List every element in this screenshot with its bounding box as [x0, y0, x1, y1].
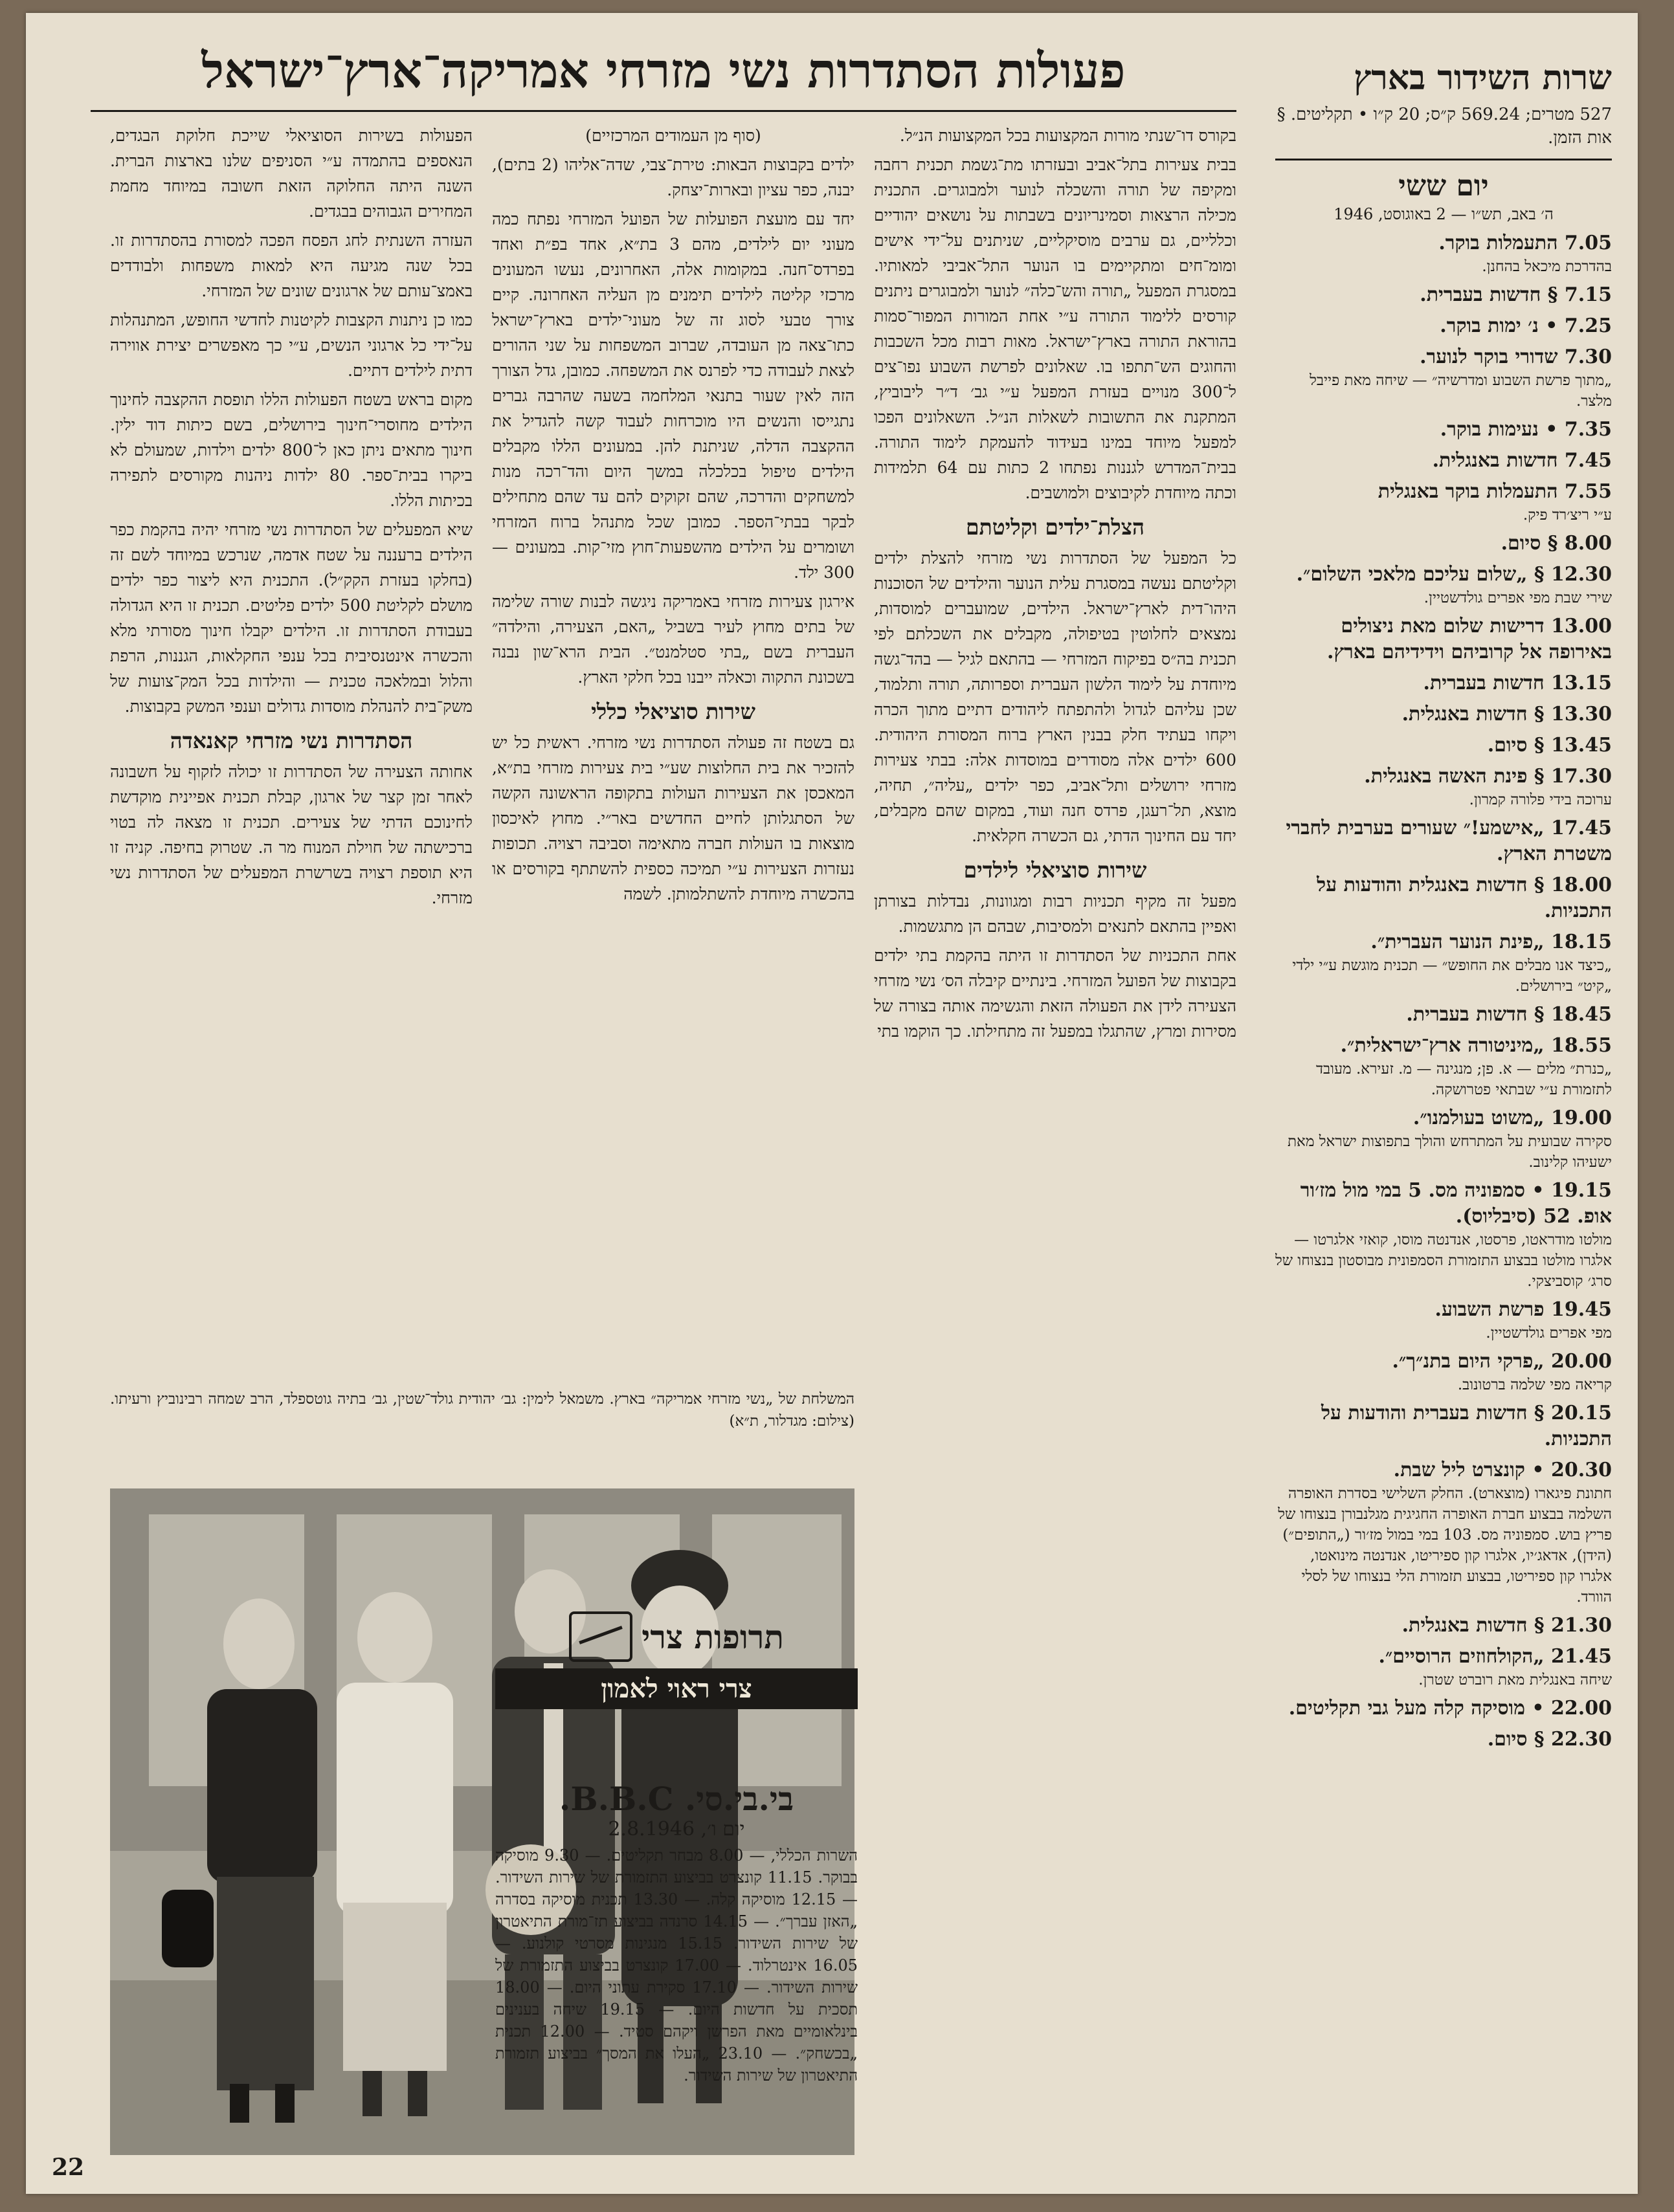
program-title: 13.15 חדשות בעברית. [1423, 672, 1612, 694]
program-note: „כנרת״ מלים — א. פן; מנגינה — מ. זעירא. מעובד לתזמורת ע״י שבתאי פטרושקה. [1316, 1061, 1612, 1098]
program-item [1275, 614, 1612, 665]
program-item [1275, 230, 1612, 277]
program-note: „כיצד אנו מבלים את החופש״ — תכנית מוגשת ע״י ילדי „קיט״ בירושלים. [1292, 957, 1612, 995]
program-note: ע״י ריצ׳רד פיק. [1523, 507, 1612, 524]
program-item [1275, 1105, 1612, 1173]
program-item [1275, 702, 1612, 727]
program-item [1275, 670, 1612, 696]
program-title: 20.00 „פרקי היום בתנ״ך״. [1392, 1350, 1612, 1373]
program-title: 21.45 „הקולחוזים הרוסיים״. [1378, 1645, 1612, 1668]
program-item [1275, 815, 1612, 867]
article-paragraph: אחת התכניות של הסתדרות זו היתה בהקמת בתי ילדים בקבוצות של הפועל המזרחי. בינתיים קיבלה הס׳ נשי מזרחי הצעירה לידן את הפעולה הזאת והגשימה אותה בצורה של מסירות ומרץ, שהתגלו במפעל זה מתחילתו. כך הוקמו בתי [874, 946, 1236, 1041]
program-item [1275, 531, 1612, 557]
program-note: חתונת פיגארו (מוצארט). החלק השלישי בסדרת האופרה השלמה בבצוע חברת האופרה החגיגית מגלנבורן בנצוחו של פריץ בוש. סמפוניה מס. 103 במי במול מז׳ור („התופים״) (הידן), אדאג׳יו, אלגרו קון ספיריטו, אנדנטה מינואטו, אלגרו קון ספיריטו, בבצוע תזמורת הלי בנצוחו של לסלי הוורד. [1278, 1485, 1612, 1606]
article-column-2 [492, 123, 854, 1417]
subheading: שירות סוציאלי לילדים [963, 857, 1147, 883]
program-note: קריאה מפי שלמה ברטונוב. [1457, 1377, 1612, 1393]
program-title: 20.15 § חדשות בעברית והודעות על התכניות. [1321, 1402, 1612, 1450]
program-title: 18.00 § חדשות באנגלית והודעות על התכניות. [1317, 874, 1612, 922]
article-paragraph: כמו כן ניתנות הקצבות לקיטנות לחדשי החופש, המתנהלות על־ידי כל ארגוני הנשים, ע״י כך מאפשרים יצירת אווירה דתית לילדים דתיים. [110, 311, 473, 380]
program-item [1275, 344, 1612, 412]
program-title: 22.00 • מוסיקה קלה מעל גבי תקליטים. [1288, 1697, 1612, 1720]
program-item [1275, 733, 1612, 758]
program-item [1275, 1400, 1612, 1452]
zori-advertisement [495, 1611, 858, 1780]
program-title: 13.45 § סיום. [1487, 734, 1612, 757]
program-title: 17.45 „אישמע!״ שעורים בערבית לחברי משטרת הארץ. [1286, 817, 1612, 865]
program-title: 8.00 § סיום. [1501, 532, 1612, 555]
program-title: 18.45 § חדשות בעברית. [1406, 1003, 1612, 1026]
program-list [1275, 230, 1612, 1753]
program-item [1275, 929, 1612, 997]
program-item [1275, 562, 1612, 608]
continuation-note: (סוף מן העמודים המרכזיים) [585, 126, 761, 145]
program-item [1275, 282, 1612, 308]
page-number: 22 [52, 2154, 85, 2181]
program-item [1275, 872, 1612, 924]
zori-logo-icon [569, 1611, 632, 1662]
program-title: 22.30 § סיום. [1487, 1728, 1612, 1751]
article-paragraph: בקורס דו־שנתי מורות המקצועות בכל המקצועות הנ״ל. [899, 126, 1236, 145]
program-item [1275, 1178, 1612, 1292]
article-paragraph: מקום בראש בשטח הפעולות הללו תופסת ההקצבה לחינוך הילדים מחוסרי־חינוך בירושלים, בשם כיתות דוד ילין. חינוך מתאים ניתן כאן ל־800 ילדים וילדות, שמעולם לא ביקרו בבית־ספר. 80 ילדות ניהנות מקורסים לתפירה בכיתות הללו. [110, 390, 473, 510]
program-note: בהדרכת מיכאל בהחנן. [1482, 258, 1612, 275]
program-item [1275, 1297, 1612, 1344]
program-item [1275, 1002, 1612, 1028]
date-line: ה׳ באב, תש״ו — 2 באוגוסט, 1946 [1334, 205, 1554, 223]
program-note: שיחה באנגלית מאת רוברט שטרן. [1418, 1672, 1612, 1688]
divider [91, 110, 1236, 112]
program-title: 19.15 • סמפוניה מס. 5 במי מול מז׳ור אופ. 52 (סיבליוס). [1300, 1179, 1612, 1228]
program-title: 18.55 „מיניטורה ארץ־ישראלית״. [1340, 1034, 1612, 1057]
program-item [1275, 1457, 1612, 1608]
radio-info: 527 מטרים; 569.24 ק״ס; 20 ק״ו • תקליטים. § אות הזמן. [1277, 105, 1612, 148]
article-paragraph: הפעולות בשירות הסוציאלי שייכת חלוקת הבגדים, הנאספים בהתמדה ע״י הסניפים שלנו בארצות הברית. השנה היתה החלוקה הזאת חשובה במיוחד מחמת המחירים הגבוהים בבגדים. [110, 126, 473, 221]
article-paragraph: מפעל זה מקיף תכניות רבות ומגוונות, נבדלות בצורתן ואפיין בהתאם לתנאים ולמסיבות, שבהם הן מתגשמות. [874, 892, 1236, 936]
program-item [1275, 448, 1612, 474]
program-item [1275, 417, 1612, 443]
article-column-3 [110, 123, 473, 1417]
program-title: 21.30 § חדשות באנגלית. [1401, 1614, 1612, 1637]
program-title: 18.15 „פינת הנוער העברית״. [1370, 931, 1612, 953]
program-title: 7.30 שדורי בוקר לנוער. [1420, 346, 1612, 368]
program-note: שירי שבת מפי אפרים גולדשטיין. [1423, 590, 1612, 606]
program-item [1275, 313, 1612, 339]
article-paragraph: גם בשטח זה פעולה הסתדרות נשי מזרחי. ראשית כל יש להזכיר את בית החלוצות שע״י בית צעירות מזרחי בת״א, המאכסן את הצעירות העולות בתקופה הראשונה הקשה של הסתגלותן לחיים החדשים באר״י. מחוץ לאיכסון מוצאות בו העולות חברה מתאימה וסביבה רצויה. תכופות נעזרות הצעירות ע״י תמיכה כספית להשתתף בקורסים או בהכשרה מיוחדת להשתלמותן. לשמה [492, 733, 854, 903]
program-title: 19.00 „משוט בעולמנו״. [1412, 1107, 1612, 1129]
ad-slogan: צרי ראוי לאמון [495, 1668, 858, 1709]
article-headline: פעולות הסתדרות נשי מזרחי אמריקה־ארץ־ישראל [201, 43, 1126, 99]
program-item [1275, 479, 1612, 525]
program-title: 7.35 • נעימות בוקר. [1440, 418, 1612, 441]
program-title: 13.00 דרישות שלום מאת ניצולים באירופה אל קרוביהם וידידיהם בארץ. [1326, 615, 1612, 663]
article-paragraph: בבית צעירות בתל־אביב ובעזרתו מת־גשמת תכנית רחבה ומקיפה של תורה והשכלה לנוער ולמבוגרים. התכנית מכילה הרצאות וסמינריונים בשבתות על נושאים יהודיים וכלליים, גם ערבים מוסיקליים, שניתנים על־ידי אישים ומומ־חים ומתקיימים בו הנוער התל־אביבי למאותיו. במסגרת המפעל „תורה והש־כלה״ לנוער ולמבוגרים ניתנים קורסים ללימוד התורה ע״י אחת המורות המפור־סמות בהוראת התורה בארץ־ישראל. מאות רבות מכל השכבות והחוגים הש־תתפו בו. שאלונים לפרשת השבוע נפו־צים ל־300 מנויים בעזרת המפעל ע״י גב׳ ד״ר ליבוביץ, המתקנת את התשובות לשאלות הנ״ל. השאלונים הפכו למפעל מיוחד במינו בעידוד להעמקת לימוד התורה. בבית־המדרש לגננות נפתחו 2 כתות עם 64 תלמידות וכתה מיוחדת לקיבוצים ולמושבים. [874, 155, 1236, 502]
program-title: 20.30 • קונצרט ליל שבת. [1393, 1459, 1612, 1481]
program-title: 12.30 § „שלום עליכם מלאכי השלום״. [1296, 563, 1612, 586]
program-title: 7.55 התעמלות בוקר באנגלית [1378, 480, 1612, 503]
bbc-schedule [495, 1780, 858, 2181]
program-note: „מתוך פרשת השבוע ומדרשיה״ — שיחה מאת פייבל מלצר. [1310, 372, 1612, 410]
day-heading: יום ששי [1398, 170, 1489, 203]
bbc-title: בי.בי.סי. B.B.C. [559, 1780, 794, 1818]
bbc-date: יום ו׳, 2.8.1946 [608, 1818, 745, 1841]
article-paragraph: ילדים בקבוצות הבאות: טירת־צבי, שדה־אליהו (2 בתים), יבנה, כפר עציון ובארות־יצחק. [492, 155, 854, 199]
program-item [1275, 1644, 1612, 1690]
program-title: 7.15 § חדשות בעברית. [1420, 283, 1612, 306]
article-column-1 [874, 123, 1236, 2077]
article-paragraph: יחד עם מועצת הפועלות של הפועל המזרחי נפתח כמה מעוני יום לילדים, מהם 3 בת״א, אחד בפ״ת ואחד בפרדס־חנה. במקומות אלה, האחרונים, נעשו המעונים מרכזי קליטה לילדים תימנים מן העליה האחרונה. קיים צורך טבעי לסוג זה של מעוני־ילדים בארץ־ישראל כתו־צאה מן העובדה, שברוב המשפחות על שני ההורים לצאת לעבודה כדי לפרנס את המשפחה. כמובן, גדל הצורך הזה לאין שעור בתנאי המלחמה בשעה שהרבה גברים נתגייסו והנשים היו מוכרחות לעבוד קשה להגדיל את ההקצבה הדלה, שניתנת להן. במעונים הללו מקבלים הילדים טיפול בכלכלה במשך היום והד־רכה מנות למשחקים והדרכה, שהם זקוקים להם עד שהם מתחילים לבקר בבתי־הספר. כמובן שכל מתנהל ברוח המזרחי ושומרים על הילדים מהשפעות־חוץ מזי־קות. במעונים — 300 ילד. [492, 210, 854, 582]
program-item [1275, 1727, 1612, 1753]
radio-schedule-column [1275, 58, 1612, 2168]
article-paragraph: העזרה השנתית לחג הפסח הפכה למסורת בהסתדרות זו. בכל שנה מגיעה היא למאות משפחות ולבודדים באמצ־עותם של ארגונים שונים של המזרחי. [110, 231, 473, 300]
program-title: 13.30 § חדשות באנגלית. [1401, 703, 1612, 725]
program-title: 19.45 פרשת השבוע. [1434, 1298, 1612, 1321]
ad-brand: תרופות צרי [642, 1617, 784, 1656]
program-item [1275, 764, 1612, 810]
photo-caption: המשלחת של „נשי מזרחי אמריקה״ בארץ. משמאל לימין: גב׳ יהודית גולד־שטין, גב׳ בתיה גוטספלד, הרב שמחה רבינוביץ ורעיתו. (צילום: מגדלור, ת״א) [110, 1391, 854, 1430]
subheading: שירות סוציאלי כללי [591, 699, 755, 724]
article-paragraph: אחותה הצעירה של הסתדרות זו יכולה לזקוף על חשבונה לאחר זמן קצר של ארגון, קבלת תכנית אפיינית מוקדשת לחינוכם הדתי של צעירים. תכנית זו מצאה לה בטוי ברכישתה של חוילת המנוח מר ה. שטרוק בחיפה. קניה זו היא תוספת רצויה בשרשרת המפעלים של הסתדרות נשי מזרחי. [110, 762, 473, 907]
subheading: הצלת־ילדים וקליטתם [965, 514, 1144, 540]
program-item [1275, 1613, 1612, 1639]
program-title: 7.45 חדשות באנגלית. [1432, 449, 1612, 472]
program-title: 7.05 התעמלות בוקר. [1438, 232, 1612, 254]
program-title: 7.25 • נ׳ ימות בוקר. [1440, 315, 1612, 337]
radio-title: שרות השידור בארץ [1354, 58, 1612, 98]
article-paragraph: אירגון צעירות מזרחי באמריקה ניגשה לבנות שורה שלימה של בתים מחוץ לעיר בשביל „האם, הצעירה, והילדה״ העברית בשם „בתי סטלמנט״. הבית הרא־שון נבנה בשכונת התקוה וכאלה ייבנו בכל חלקי הארץ. [492, 592, 854, 687]
article-paragraph: כל המפעל של הסתדרות נשי מזרחי להצלת ילדים וקליטתם נעשה במסגרת עלית הנוער והילדים של הסוכנות היהו־דית לארץ־ישראל. הילדים, שמועברים למוסדות, נמצאים לחלוטין בטיפולה, מקבלים את השכלתם לפי תכנית בה״ס בפיקוח המזרחי — בהתאם לגיל — בהד־גשה מיוחדת על לימוד הלשון העברית וספרותה, תורה ותלמוד, שכן עליהם לגדול ולהתפתח ליהודים דתיים מתוך הכרה ויקחו בעתיד חלק בבנין הארץ ברוח המסורת היהודית. 600 ילדים אלה מסודרים במוסדות אלה: בבתי צעירות מזרחי ירושלים ותל־אביב, כפר ילדים „עליה״, תחיה, מוצא, תל־רעגן, פרדס חנה ועוד, במקום שהם מקבלים, יחד עם החינוך הדתי, גם הכשרה חקלאית. [874, 549, 1236, 845]
article-paragraph: שיא המפעלים של הסתדרות נשי מזרחי יהיה בהקמת כפר הילדים ברעננה על שטח אדמה, שנרכש במיוחד לשם זה (בחלקו בעזרת הקק״ל). התכנית היא ליצור כפר ילדים מושלם לקליטת 500 ילדים פליטים. תכנית זו היא הגדולה בעבודת הסתדרות זו. הילדים יקבלו חינוך מסורתי מלא והכשרה אינטנסיבית בכל ענפי החקלאות, הגננות, הרפת והלול ובמלאכה טכנית — והילדות בכל המק־צועות של משק־בית להנהלת מוסדות גדולים וענפי המשק בקבוצות. [110, 520, 473, 716]
newspaper-page [26, 13, 1638, 2194]
subheading: הסתדרות נשי מזרחי קאנאדה [170, 728, 413, 753]
program-note: ערוכה בידי פלורה קמרון. [1469, 791, 1612, 808]
program-note: סקירה שבועית על המתרחש והולך בתפוצות ישראל מאת ישעיהו קלינוב. [1287, 1133, 1612, 1171]
program-item [1275, 1349, 1612, 1395]
program-title: 17.30 § פינת האשה באנגלית. [1364, 765, 1612, 788]
divider [1275, 159, 1612, 160]
bbc-body: השרות הכללי, — 8.00 מבחר תקליטים. — 9.30 מוסיקה בבוקר. 11.15 קונצרט בביצוע התזמורת של שירות השידור. — 12.15 מוסיקה קלה. — 13.30 תכנית מוסיקה בסדרה „האזן עברך״. — 14.15 סרנדה בביצוע תז־מורת התיאטרון של שירות השידור. 15.15 מנגינות מסרטי קולנוע. — 16.05 אינטרלוד. — 17.00 קונצרט בביצוע התזמורת של שירות השידור. — 17.10 סקירת עתוני היום. — 18.00 תסכית על חדשות היום. — 19.15 שיחה בענינים בינלאומיים מאת הפרשן ויקהם סטיד. — 12.00 תכנית „בכשחק״. — 23.10 „העלו את המסך״ בביצוע תזמורת התיאטרון של שירות השידור. [495, 1846, 858, 2085]
program-item [1275, 1033, 1612, 1100]
program-note: מולטו מודראטו, פרסטו, אנדנטה מוסו, קואזי אלגרטו — אלגרו מולטו בבצוע התזמורת הסמפונית מבוסטון בנצוחו של סרג׳ קוסביצקי. [1275, 1232, 1612, 1290]
program-note: מפי אפרים גולדשטיין. [1486, 1325, 1612, 1342]
program-item [1275, 1696, 1612, 1721]
